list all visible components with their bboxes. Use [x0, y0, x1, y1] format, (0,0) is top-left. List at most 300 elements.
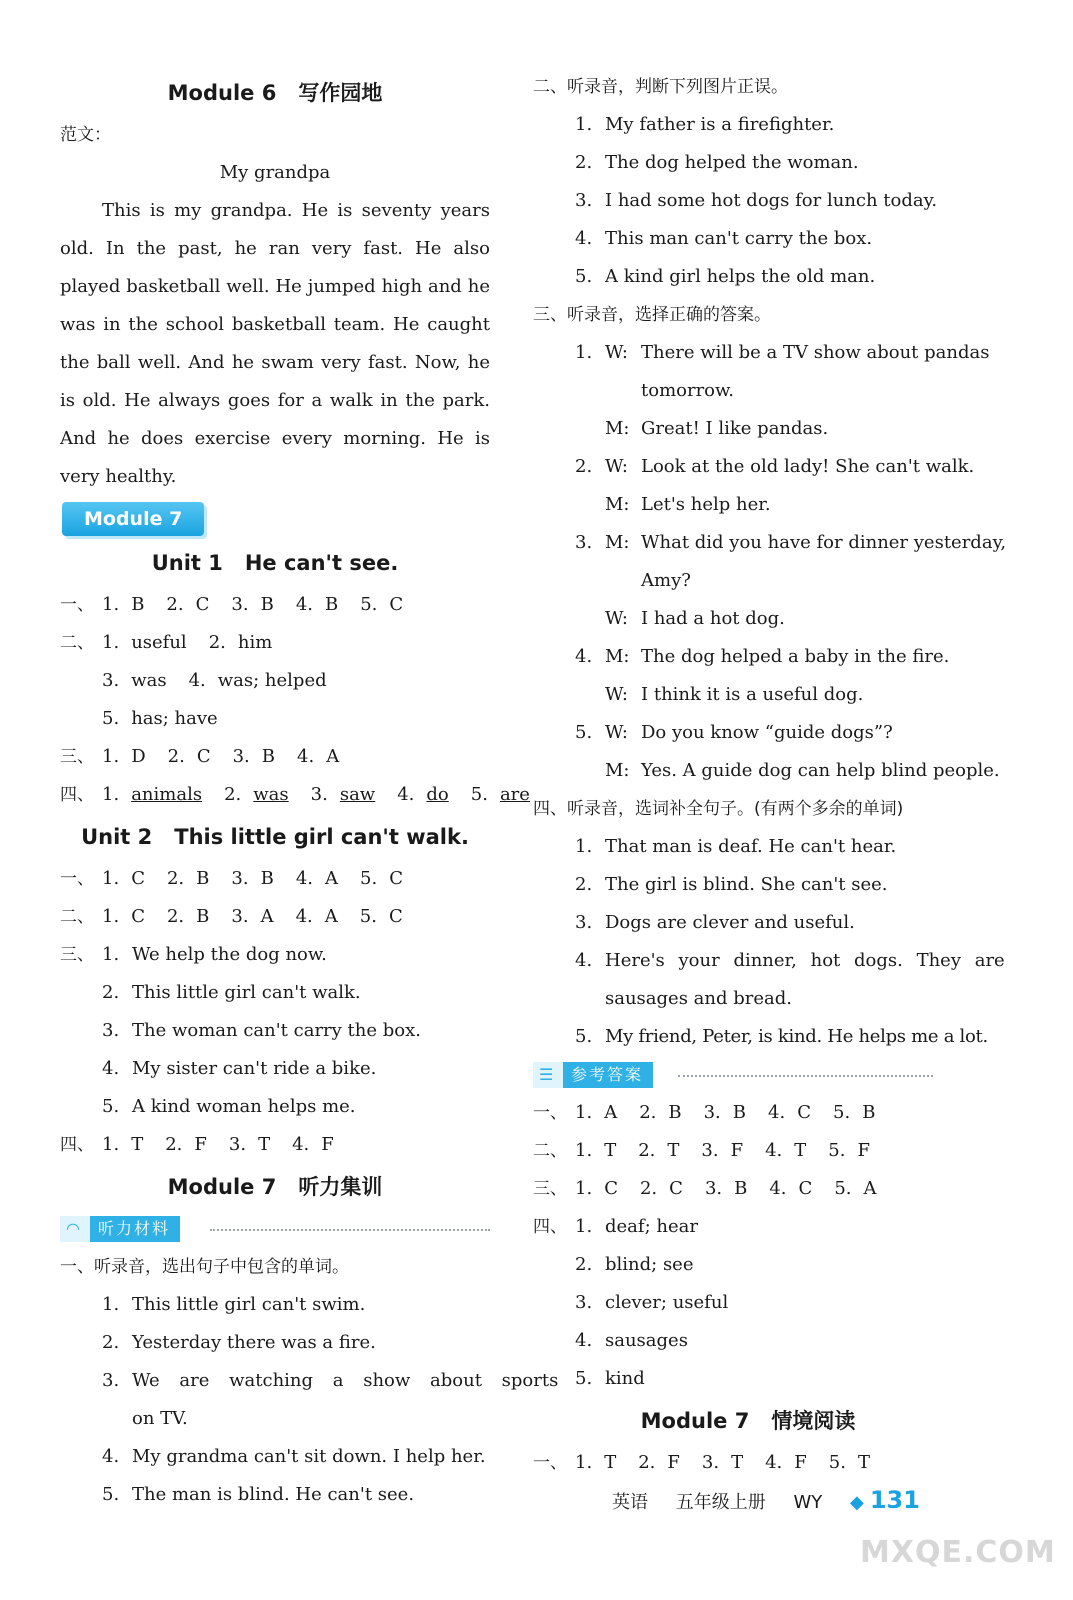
answer-value: C: [389, 868, 403, 889]
item-text: This little girl can't walk.: [132, 982, 361, 1003]
item-text: A kind girl helps the old man.: [605, 266, 876, 287]
answer-value: was; helped: [217, 670, 327, 691]
item-number: 1.: [102, 944, 120, 965]
page-footer: [612, 1480, 920, 1520]
item-number: 1.: [102, 632, 120, 653]
u1-row1: [60, 586, 490, 624]
item-number: 3.: [701, 1452, 720, 1473]
answer-value: T: [131, 1134, 144, 1155]
item-text: blind; see: [605, 1254, 694, 1275]
u2-row1: [60, 860, 490, 898]
answer-sequence: [102, 1134, 356, 1155]
tag-label: [60, 1216, 180, 1242]
dialogue-line: [533, 334, 990, 372]
item-text: We are watching a show about sports: [132, 1370, 559, 1391]
row-label: 三、: [60, 747, 94, 767]
answer-value: animals: [131, 784, 203, 805]
speaker: M:: [605, 646, 630, 667]
row-label: 三、: [533, 1179, 567, 1199]
answer-sequence: [102, 906, 425, 927]
item-number: 3.: [232, 746, 250, 767]
answer-value: are: [499, 784, 530, 805]
item-number: 4.: [292, 1134, 310, 1155]
u1-row4: [60, 776, 530, 814]
module7-reading-title: Module 7: [640, 1409, 750, 1433]
module7-listening-title: Module 7: [167, 1175, 277, 1199]
item-number: 2.: [639, 1102, 657, 1123]
answer-value: A: [604, 1102, 618, 1123]
q4-title: 四、听录音，选词补全句子。(有两个多余的单词): [533, 799, 904, 819]
speaker: W:: [605, 684, 629, 705]
answer-sequence: [102, 868, 425, 889]
speaker: M:: [605, 532, 630, 553]
item-number: 1.: [575, 1102, 593, 1123]
speaker: M:: [605, 494, 630, 515]
item-number: 4.: [188, 670, 206, 691]
item-text: sausages and bread.: [605, 988, 792, 1009]
list-item: [533, 942, 1005, 980]
answer-sequence: [575, 1178, 899, 1199]
answer-sequence: [575, 1140, 892, 1161]
item-number: 3.: [231, 906, 249, 927]
answer-value: T: [794, 1140, 807, 1161]
item-number: 5.: [102, 708, 120, 729]
answer-value: C: [131, 868, 145, 889]
item-text: Yesterday there was a fire.: [132, 1332, 376, 1353]
item-number: 3.: [228, 1134, 247, 1155]
u2-row2: [60, 898, 490, 936]
unit2-heading: [60, 814, 490, 860]
item-number: 2.: [638, 1452, 656, 1473]
item-text: This little girl can't swim.: [132, 1294, 366, 1315]
list-item: [60, 936, 490, 974]
dialogue-text: Great! I like pandas.: [641, 418, 829, 439]
module7-listening-heading: [60, 1164, 490, 1210]
item-number: 4.: [397, 784, 415, 805]
row-label: 一、: [60, 595, 94, 615]
speaker: W:: [605, 722, 629, 743]
speaker: W:: [605, 456, 629, 477]
item-number: 3.: [575, 1292, 593, 1313]
item-number: 3.: [231, 594, 249, 615]
item-number: 3.: [310, 784, 328, 805]
answer-value: C: [797, 1102, 811, 1123]
answer-value: F: [321, 1134, 334, 1155]
answer-value: B: [734, 1178, 748, 1199]
item-number: 2.: [575, 456, 593, 477]
answer-value: C: [798, 1178, 813, 1199]
item-number: 1.: [102, 594, 120, 615]
item-text: This man can't carry the box.: [605, 228, 873, 249]
list-item: [533, 144, 963, 182]
item-text: My friend, Peter, is kind. He helps me a lot.: [605, 1026, 988, 1047]
item-number: 2.: [102, 982, 120, 1003]
list-item: [60, 1476, 490, 1514]
item-number: 4.: [575, 950, 593, 971]
footer-edition: WY: [793, 1492, 823, 1513]
speaker: M:: [605, 418, 630, 439]
list-item: [533, 1360, 963, 1398]
row-label: 二、: [60, 633, 94, 653]
item-number: 4.: [295, 594, 313, 615]
dialogue-line: [533, 448, 975, 486]
row-label: 四、: [533, 1217, 567, 1237]
answer-value: C: [195, 594, 210, 615]
sample-label: 范文：: [60, 125, 111, 145]
item-number: 2.: [166, 906, 185, 927]
row-label: 二、: [60, 907, 94, 927]
q1-title: 一、听录音，选出句子中包含的单词。: [60, 1257, 349, 1277]
item-number: 4.: [575, 1330, 593, 1351]
module7-badge: Module 7: [62, 502, 204, 536]
answer-sequence: [102, 708, 240, 729]
row-label: 二、: [533, 1141, 567, 1161]
answer-value: F: [857, 1140, 870, 1161]
essay-title: My grandpa: [219, 162, 331, 183]
item-number: 1.: [575, 836, 593, 857]
list-item: [60, 1438, 490, 1476]
item-text: kind: [605, 1368, 645, 1389]
list-item: [533, 904, 963, 942]
item-number: 5.: [833, 1102, 851, 1123]
answer-value: C: [604, 1178, 618, 1199]
item-number: 3.: [704, 1178, 723, 1199]
item-number: 1.: [575, 1452, 593, 1473]
answer-value: was: [253, 784, 289, 805]
item-number: 5.: [102, 1096, 120, 1117]
item-number: 3.: [575, 190, 593, 211]
item-number: 5.: [470, 784, 488, 805]
footer-grade: 五年级上册: [675, 1492, 766, 1513]
item-number: 4.: [765, 1140, 783, 1161]
watermark: MXQE.COM: [860, 1535, 1056, 1570]
item-text: My sister can't ride a bike.: [132, 1058, 377, 1079]
u1-row3: [60, 738, 490, 776]
list-item: [533, 106, 963, 144]
item-number: 2.: [639, 1178, 658, 1199]
item-text: Dogs are clever and useful.: [605, 912, 855, 933]
list-item: [533, 1322, 963, 1360]
essay-body: This is my grandpa. He is seventy years old. In the past, he ran very fast. He also played basketball well. He jumped high and he was in the school basketball team. He caught the ball well. And he swam very fast. Now, he is old. He always goes for a walk in the park. And he does exercise every morning. He is very healthy.: [60, 200, 490, 487]
item-number: 4.: [297, 746, 315, 767]
speaker: W:: [605, 342, 629, 363]
dialogue-text: Amy?: [641, 570, 691, 591]
dialogue-text: The dog helped a baby in the fire.: [641, 646, 950, 667]
list-item: [533, 828, 963, 866]
answer-value: B: [668, 1102, 682, 1123]
answer-sequence: [102, 670, 349, 691]
item-number: 4.: [102, 1446, 120, 1467]
item-number: 5.: [575, 266, 593, 287]
dialogue-line: [533, 524, 1007, 562]
dialogue-text: Let's help her.: [641, 494, 771, 515]
dialogue-line: [533, 752, 1000, 790]
item-number: 5.: [102, 1484, 120, 1505]
item-text: clever; useful: [605, 1292, 729, 1313]
answer-value: B: [196, 868, 210, 889]
answer-sequence: [575, 1102, 897, 1123]
dialogue-line: [533, 486, 963, 524]
answer-value: C: [669, 1178, 683, 1199]
dialogue-text: Look at the old lady! She can't walk.: [641, 456, 975, 477]
dialogue-line: [533, 714, 963, 752]
item-text: The girl is blind. She can't see.: [605, 874, 888, 895]
item-number: 2.: [166, 868, 185, 889]
answer-sequence: [575, 1452, 892, 1473]
item-number: 2.: [575, 152, 593, 173]
item-number: 4.: [295, 868, 313, 889]
list-item: [533, 258, 963, 296]
unit2-subtitle: This little girl can't walk.: [174, 825, 469, 849]
item-number: 1.: [102, 868, 120, 889]
module7-listening-subtitle: 听力集训: [298, 1175, 383, 1199]
answer-value: T: [604, 1452, 617, 1473]
dialogue-line: [533, 600, 963, 638]
item-text: I had some hot dogs for lunch today.: [605, 190, 938, 211]
item-number: 5.: [575, 1026, 593, 1047]
row-label: 四、: [60, 1135, 94, 1155]
item-text: The dog helped the woman.: [605, 152, 859, 173]
item-number: 1.: [102, 906, 120, 927]
item-text: That man is deaf. He can't hear.: [605, 836, 897, 857]
speaker: W:: [605, 608, 629, 629]
u1-row2b: [60, 662, 490, 700]
left-column: [60, 70, 559, 1514]
item-number: 4.: [765, 1452, 783, 1473]
unit1-title: Unit 1: [151, 551, 223, 575]
row-label: 一、: [60, 869, 94, 889]
list-item: [533, 1284, 963, 1322]
dialogue-text: Do you know “guide dogs”?: [641, 722, 893, 743]
answer-value: A: [863, 1178, 877, 1199]
list-item: [60, 1088, 490, 1126]
ans-row1: [533, 1094, 963, 1132]
u2-row4: [60, 1126, 490, 1164]
answer-value: C: [389, 594, 404, 615]
item-number: 2.: [638, 1140, 656, 1161]
list-item: [60, 1012, 490, 1050]
list-item: [533, 1246, 963, 1284]
item-number: 2.: [102, 1332, 120, 1353]
q4-list: [533, 828, 1005, 1056]
list-item: [60, 1362, 559, 1400]
unit2-title: Unit 2: [81, 825, 153, 849]
row-label: 三、: [60, 945, 94, 965]
dialogue-text: tomorrow.: [641, 380, 735, 401]
listening-material-tag: [60, 1210, 490, 1248]
answer-value: F: [794, 1452, 807, 1473]
item-number: 4.: [102, 1058, 120, 1079]
answer-value: saw: [339, 784, 376, 805]
tag-label: [533, 1062, 653, 1088]
item-number: 5.: [828, 1452, 846, 1473]
item-number: 3.: [102, 1020, 120, 1041]
dialogue-line: [533, 410, 963, 448]
list-item: [533, 1208, 963, 1246]
item-text: on TV.: [132, 1408, 188, 1429]
answer-sequence: [102, 746, 361, 767]
row-label: 四、: [60, 785, 94, 805]
unit1-subtitle: He can't see.: [244, 551, 399, 575]
dialogue-line: [533, 372, 963, 410]
list-item: [533, 182, 963, 220]
reading-row1: [533, 1444, 963, 1482]
module6-title: Module 6: [167, 81, 277, 105]
answer-value: was: [131, 670, 167, 691]
q3-dialogues: [533, 334, 1007, 790]
ans-row3: [533, 1170, 963, 1208]
item-number: 3.: [231, 868, 249, 889]
answer-value: B: [325, 594, 339, 615]
dialogue-text: There will be a TV show about pandas: [641, 342, 990, 363]
item-text: We help the dog now.: [132, 944, 327, 965]
answer-value: him: [237, 632, 273, 653]
item-number: 4.: [295, 906, 313, 927]
answer-value: useful: [131, 632, 187, 653]
answer-sequence: [102, 594, 425, 615]
answer-value: A: [326, 746, 340, 767]
ans-row2: [533, 1132, 963, 1170]
list-item: [60, 1286, 490, 1324]
dialogue-line: [533, 638, 963, 676]
answer-value: F: [667, 1452, 680, 1473]
answer-value: C: [196, 746, 211, 767]
diamond-icon: ◆: [850, 1492, 864, 1513]
item-number: 2.: [575, 874, 593, 895]
item-text: The man is blind. He can't see.: [132, 1484, 415, 1505]
item-number: 5.: [834, 1178, 852, 1199]
answer-value: A: [324, 906, 338, 927]
item-number: 4.: [769, 1178, 787, 1199]
right-column: [533, 68, 1007, 1482]
item-number: 1.: [575, 114, 593, 135]
unit1-heading: [60, 540, 490, 586]
module7-reading-heading: [533, 1398, 963, 1444]
q2-list: [533, 106, 963, 296]
tag-text: 参考答案: [571, 1065, 644, 1084]
list-item: [533, 866, 963, 904]
q3-title: 三、听录音，选择正确的答案。: [533, 305, 771, 325]
list-item: [533, 220, 963, 258]
module6-subtitle: 写作园地: [298, 81, 383, 105]
row-label: 一、: [533, 1103, 567, 1123]
item-number: 1.: [102, 746, 120, 767]
dialogue-line: [533, 562, 963, 600]
answer-value: T: [258, 1134, 271, 1155]
item-number: 1.: [575, 1216, 593, 1237]
q1-list: [60, 1286, 559, 1514]
u1-row2c: [60, 700, 490, 738]
module6-heading: [60, 70, 490, 116]
answer-value: T: [667, 1140, 680, 1161]
item-text: Here's your dinner, hot dogs. They are: [605, 950, 1005, 971]
dialogue-text: I think it is a useful dog.: [641, 684, 864, 705]
list-item: [533, 980, 963, 1018]
item-number: 3.: [575, 912, 593, 933]
answer-value: T: [604, 1140, 617, 1161]
item-number: 2.: [575, 1254, 593, 1275]
q2-title: 二、听录音，判断下列图片正误。: [533, 77, 788, 97]
answer-value: F: [730, 1140, 744, 1161]
dialogue-line: [533, 676, 963, 714]
answer-value: D: [131, 746, 146, 767]
item-number: 2.: [208, 632, 226, 653]
item-number: 1.: [102, 784, 120, 805]
dialogue-text: I had a hot dog.: [641, 608, 785, 629]
dialogue-text: What did you have for dinner yesterday,: [641, 532, 1007, 553]
item-number: 5.: [359, 906, 377, 927]
footer-subject: 英语: [612, 1492, 648, 1513]
item-number: 4.: [768, 1102, 786, 1123]
item-number: 4.: [575, 646, 593, 667]
answer-value: B: [196, 906, 210, 927]
ans-row4: [533, 1208, 963, 1398]
u2-row3: [60, 936, 490, 1126]
answer-value: A: [260, 906, 274, 927]
item-number: 4.: [575, 228, 593, 249]
item-number: 3.: [701, 1140, 719, 1161]
item-text: My grandma can't sit down. I help her.: [132, 1446, 486, 1467]
answer-value: B: [260, 868, 274, 889]
answer-key-tag: [533, 1056, 963, 1094]
list-item: [60, 974, 490, 1012]
item-number: 2.: [165, 1134, 183, 1155]
answer-value: B: [261, 746, 276, 767]
module7-reading-subtitle: 情境阅读: [771, 1409, 856, 1433]
item-text: deaf; hear: [605, 1216, 698, 1237]
answer-value: B: [862, 1102, 876, 1123]
item-text: My father is a firefighter.: [605, 114, 835, 135]
list-item: [533, 1018, 988, 1056]
dotted-divider: [678, 1075, 933, 1077]
item-number: 2.: [167, 746, 185, 767]
answer-value: has; have: [131, 708, 218, 729]
item-number: 3.: [575, 532, 593, 553]
list-item: [60, 1400, 490, 1438]
item-text: sausages: [605, 1330, 688, 1351]
item-number: 5.: [360, 594, 378, 615]
answer-value: A: [325, 868, 338, 889]
item-number: 1.: [575, 342, 593, 363]
row-label: 一、: [533, 1453, 567, 1473]
list-item: [60, 1324, 490, 1362]
item-number: 3.: [703, 1102, 721, 1123]
headphones-icon: ◠: [66, 1219, 82, 1238]
answer-value: T: [731, 1452, 744, 1473]
lines-icon: ☰: [539, 1065, 556, 1084]
dotted-divider: [210, 1229, 490, 1231]
speaker: M:: [605, 760, 630, 781]
item-number: 1.: [575, 1178, 593, 1199]
item-number: 3.: [102, 670, 120, 691]
item-number: 1.: [575, 1140, 593, 1161]
item-number: 5.: [575, 722, 593, 743]
item-number: 2.: [166, 594, 184, 615]
u1-row2a: [60, 624, 490, 662]
item-number: 2.: [224, 784, 242, 805]
item-number: 5.: [575, 1368, 593, 1389]
dialogue-text: Yes. A guide dog can help blind people.: [641, 760, 1000, 781]
answer-value: F: [194, 1134, 207, 1155]
answer-value: B: [131, 594, 145, 615]
page-number: 131: [869, 1486, 920, 1514]
item-number: 5.: [360, 868, 378, 889]
answer-sequence: [102, 632, 294, 653]
item-number: 1.: [102, 1134, 120, 1155]
answer-value: C: [131, 906, 145, 927]
item-text: The woman can't carry the box.: [132, 1020, 421, 1041]
tag-text: 听力材料: [98, 1219, 171, 1238]
